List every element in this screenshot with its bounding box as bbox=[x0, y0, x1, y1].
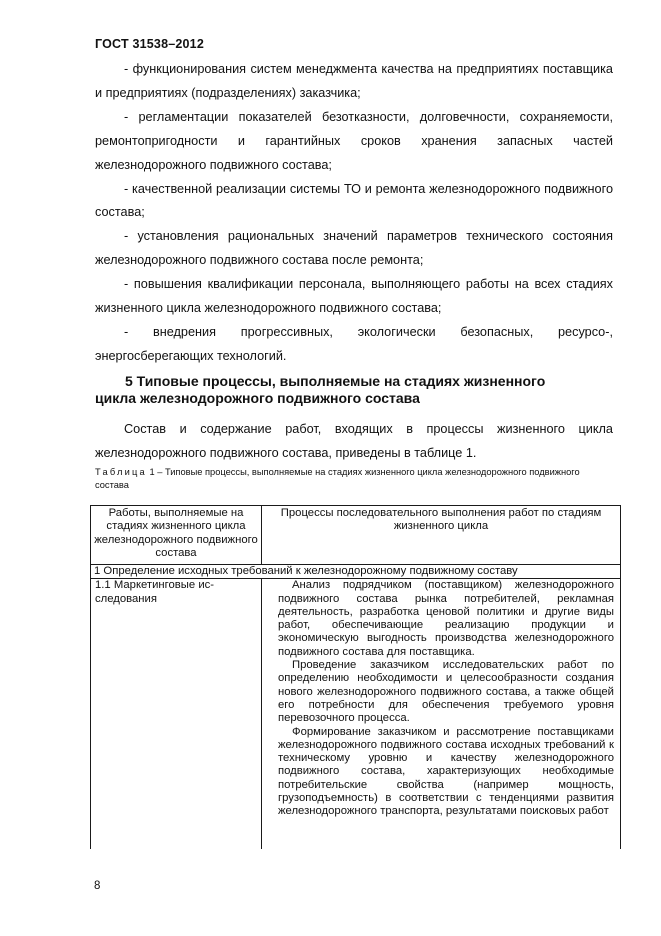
table-section-label: 1 Определение исходных требований к железнодорожному подвижному составу bbox=[91, 565, 621, 579]
section-paragraph-block bbox=[95, 418, 613, 466]
table-row bbox=[91, 579, 621, 850]
document-header: ГОСТ 31538–2012 bbox=[95, 37, 204, 51]
table-section-row bbox=[91, 565, 621, 579]
table-cell-work: 1.1 Маркетинговые ис-следования bbox=[91, 579, 262, 850]
column-header-works: Работы, выполняемые на стадиях жизненного цикла железнодорожного подвижного состава bbox=[91, 506, 262, 565]
list-item: - качественной реализации системы ТО и ремонта железнодорожного подвижного состава; bbox=[95, 181, 613, 220]
process-paragraph: Проведение заказчиком исследовательских работ по определению необходимости и целесообразности создания нового железнодорожного подвижного состава, а также общей его потребности для обеспечения требуемого уровня перевозочного процесса. bbox=[278, 659, 614, 725]
processes-table bbox=[90, 505, 621, 849]
section-paragraph: Состав и содержание работ, входящих в процессы жизненного цикла железнодорожного подвижного состава, приведены в таблице 1. bbox=[95, 422, 613, 460]
table-caption-label: Таблица bbox=[95, 467, 147, 477]
process-paragraph: Формирование заказчиком и рассмотрение поставщиками железнодорожного подвижного состава исходных требований к техническому уровню и качеству железнодорожного подвижного состава, характеризующих необходимые потребительские свойства (например мощность, грузоподъемность) в соответствии с тенденциями развития железнодорожного транспорта, результатами поисковых работ bbox=[278, 725, 614, 818]
column-header-processes: Процессы последовательного выполнения работ по стадиям жизненного цикла bbox=[262, 506, 621, 565]
intro-list bbox=[95, 58, 613, 369]
page-number: 8 bbox=[94, 880, 101, 892]
table-caption bbox=[95, 466, 615, 492]
table-caption-text: 1 – Типовые процессы, выполняемые на стадиях жизненного цикла железнодорожного подвижного состава bbox=[95, 467, 580, 490]
list-item: - функционирования систем менеджмента качества на предприятиях поставщика и предприятиях (подразделениях) заказчика; bbox=[95, 62, 613, 100]
list-item: - установления рациональных значений параметров технического состояния железнодорожного подвижного состава после ремонта; bbox=[95, 229, 613, 268]
section-title-line1: 5 Типовые процессы, выполняемые на стадиях жизненного bbox=[125, 373, 546, 389]
section-title-line2: цикла железнодорожного подвижного состава bbox=[95, 390, 420, 406]
list-item: - регламентации показателей безотказности, долговечности, сохраняемости, ремонтопригодности и гарантийных сроков хранения запасных частей железнодорожного подвижного состава; bbox=[95, 109, 613, 172]
table-header-row bbox=[91, 506, 621, 565]
table-cell-processes bbox=[262, 579, 621, 850]
section-heading bbox=[95, 373, 613, 407]
list-item: - внедрения прогрессивных, экологически безопасных, ресурсо-, энергосберегающих технологий. bbox=[95, 324, 613, 363]
process-paragraph: Анализ подрядчиком (поставщиком) железнодорожного подвижного состава рынка потребителей, рекламная деятельность, разработка ценовой политики и другие виды работ, обеспечивающие реализацию продукции и экономическую выгодность производства железнодорожного подвижного состава для поставщика. bbox=[278, 579, 614, 658]
list-item: - повышения квалификации персонала, выполняющего работы на всех стадиях жизненного цикла железнодорожного подвижного состава; bbox=[95, 277, 613, 316]
